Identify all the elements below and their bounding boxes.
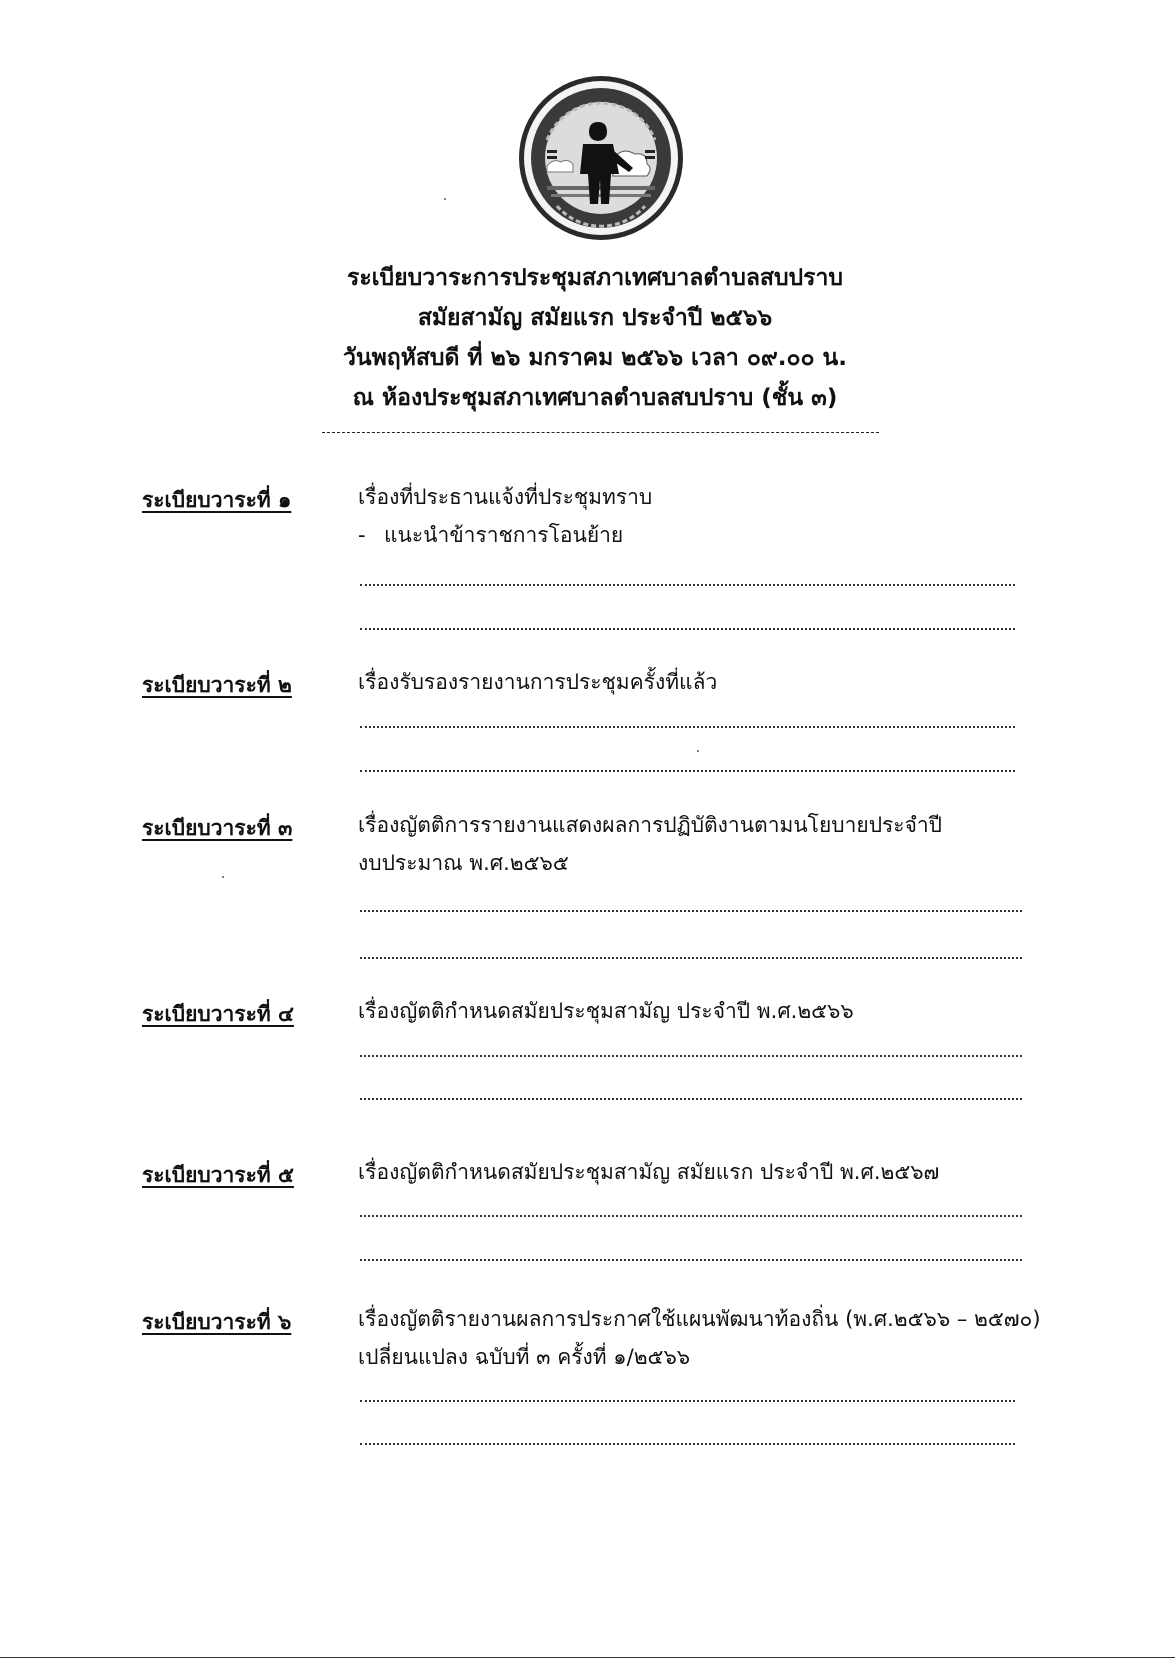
agenda-5-blank-line-1 — [360, 1215, 1022, 1217]
agenda-1-bullet: - — [358, 523, 366, 547]
scan-speck — [444, 198, 446, 200]
agenda-5-text — [358, 1153, 939, 1191]
agenda-6-title-cont: เปลี่ยนแปลง ฉบับที่ ๓ ครั้งที่ ๑/๒๕๖๖ — [358, 1345, 691, 1369]
page-bottom-edge — [0, 1657, 1175, 1658]
agenda-1-title: เรื่องที่ประธานแจ้งที่ประชุมทราบ — [358, 485, 653, 509]
agenda-1-text — [358, 478, 652, 554]
agenda-5-label: ระเบียบวาระที่ ๕ — [142, 1163, 294, 1187]
seal-emblem-icon — [517, 74, 685, 242]
agenda-4-blank-line-2 — [360, 1098, 1022, 1100]
header-venue: ณ ห้องประชุมสภาเทศบาลตำบลสบปราบ (ชั้น ๓) — [352, 385, 838, 411]
agenda-2-label: ระเบียบวาระที่ ๒ — [142, 673, 292, 697]
agenda-6-blank-line-1 — [360, 1400, 1015, 1402]
agenda-4-blank-line-1 — [360, 1055, 1022, 1057]
agenda-1-subitem-text: แนะนำข้าราชการโอนย้าย — [384, 523, 624, 547]
agenda-3-label: ระเบียบวาระที่ ๓ — [142, 816, 293, 840]
agenda-3-title-cont: งบประมาณ พ.ศ.๒๕๖๕ — [358, 851, 569, 875]
agenda-2-text — [358, 663, 717, 701]
municipal-seal — [517, 74, 685, 242]
agenda-3-blank-line-2 — [360, 957, 1022, 959]
header-divider — [322, 432, 879, 433]
agenda-1-blank-line-1 — [360, 584, 1015, 586]
agenda-2-blank-line-1 — [360, 726, 1015, 728]
agenda-5-blank-line-2 — [360, 1259, 1022, 1261]
agenda-6-label: ระเบียบวาระที่ ๖ — [142, 1310, 292, 1334]
agenda-4-text — [358, 992, 854, 1030]
agenda-2-title: เรื่องรับรองรายงานการประชุมครั้งที่แล้ว — [358, 670, 718, 694]
scan-speck — [222, 876, 224, 878]
agenda-2-blank-line-2 — [360, 770, 1015, 772]
agenda-3-title: เรื่องญัตติการรายงานแสดงผลการปฏิบัติงานตามนโยบายประจำปี — [358, 813, 943, 837]
header-date-time: วันพฤหัสบดี ที่ ๒๖ มกราคม ๒๕๖๖ เวลา ๐๙.๐๐ น. — [342, 345, 848, 371]
meeting-header — [250, 258, 940, 418]
agenda-3-blank-line-1 — [360, 910, 1022, 912]
agenda-5-title: เรื่องญัตติกำหนดสมัยประชุมสามัญ สมัยแรก ประจำปี พ.ศ.๒๕๖๗ — [358, 1160, 940, 1184]
agenda-4-label: ระเบียบวาระที่ ๔ — [142, 1002, 294, 1026]
agenda-3-text — [358, 806, 942, 882]
scan-speck — [697, 750, 699, 752]
header-title: ระเบียบวาระการประชุมสภาเทศบาลตำบลสบปราบ — [346, 265, 844, 291]
header-session: สมัยสามัญ สมัยแรก ประจำปี ๒๕๖๖ — [417, 305, 773, 331]
agenda-1-subitem — [358, 516, 652, 554]
agenda-4-title: เรื่องญัตติกำหนดสมัยประชุมสามัญ ประจำปี พ.ศ.๒๕๖๖ — [358, 999, 854, 1023]
agenda-6-title: เรื่องญัตติรายงานผลการประกาศใช้แผนพัฒนาท้องถิ่น (พ.ศ.๒๕๖๖ – ๒๕๗๐) — [358, 1307, 1041, 1331]
agenda-1-label: ระเบียบวาระที่ ๑ — [142, 488, 292, 512]
agenda-6-blank-line-2 — [360, 1443, 1015, 1445]
agenda-1-blank-line-2 — [360, 628, 1015, 630]
agenda-6-text — [358, 1300, 1041, 1376]
